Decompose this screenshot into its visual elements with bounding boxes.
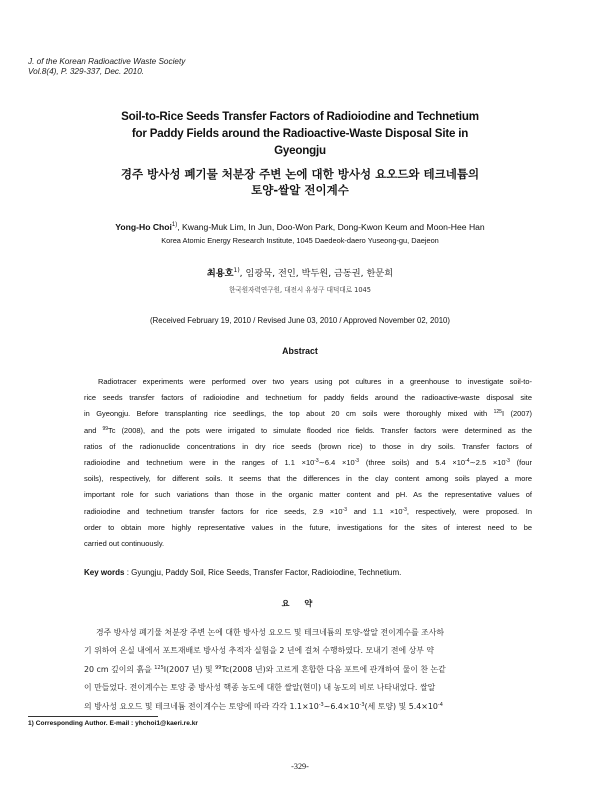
authors-english	[20, 220, 580, 233]
title-line: for Paddy Fields around the Radioactive-Waste Disposal Site in	[131, 127, 469, 140]
title-line: Soil-to-Rice Seeds Transfer Factors of Radioiodine and Technetium	[121, 110, 479, 123]
abstract-line: in Gyeongju. Before transplanting rice seedlings, the top about 20 cm soils were thoroughly mixed with $^{125}$I (2007)	[84, 409, 532, 419]
korean-abstract-line: 의 방사성 요오드 및 테크네튬 전이계수는 토양에 따라 각각 $1.1\times 10^{-3}\sim 6.4\times 10^{-3}$(세 토양) 및 $5.4\times 10^{-4}$	[84, 701, 443, 711]
abstract-line: radioiodine and technetium were in the ranges of $1.1 \times 10^{-3}\sim 6.4 \times 10^{-3}$ (three soils) and $5.4 \times 10^{-4}\sim 2.5 \times 10^{-3}$ (four	[84, 458, 532, 468]
journal-citation	[28, 57, 185, 77]
affiliation-english: Korea Atomic Energy Research Institute, 1045 Daedeok-daero Yuseong-gu, Daejeon	[161, 236, 439, 245]
lead-author: 최용호	[206, 268, 234, 279]
korean-abstract-line: 20 cm 깊이의 흙을 $^{125}$I(2007 년) 및 $^{99}$Tc(2008 년)와 고르게 혼합한 다음 포트에 관개하여 물이 찬 논같	[84, 664, 446, 674]
author-footnote-mark: 1)	[233, 266, 240, 274]
korean-abstract-line: 기 위하여 온실 내에서 포트재배로 방사성 추적자 실험을 2 년에 걸쳐 수행하였다. 모내기 전에 상부 약	[84, 646, 435, 656]
abstract-line: soils), respectively, for different soils. It seems that the differences in the clay content among soils played a more	[84, 474, 532, 484]
footnote-divider	[28, 716, 158, 717]
affiliation-korean: 한국원자력연구원, 대전시 유성구 대덕대로 1045	[229, 286, 371, 294]
title-line: 경주 방사성 폐기물 처분장 주변 논에 대한 방사성 요오드와 테크네튬의	[120, 167, 480, 181]
coauthors: , 임광묵, 전인, 박두원, 금동권, 한문희	[239, 268, 394, 279]
journal-volume: Vol.8(4), P. 329-337, Dec. 2010.	[28, 67, 145, 76]
korean-abstract-line: 이 만들었다. 전이계수는 토양 중 방사성 핵종 농도에 대한 쌀알(현미) 내 농도의 비로 나타내었다. 쌀알	[84, 683, 436, 693]
abstract-line: important role for such variations than those in the organic matter content and pH. As the representative values of	[84, 490, 532, 500]
received-dates: (Received February 19, 2010 / Revised June 03, 2010 / Approved November 02, 2010)	[150, 316, 450, 325]
lead-author: Yong-Ho Choi	[115, 221, 172, 232]
korean-abstract-heading: 요 약	[281, 598, 319, 608]
coauthors: , Kwang-Muk Lim, In Jun, Doo-Won Park, Dong-Kwon Keum and Moon-Hee Han	[177, 221, 485, 232]
korean-abstract-body	[84, 624, 524, 716]
title-line: Gyeongju	[274, 144, 326, 157]
keywords: Key words : Gyungju, Paddy Soil, Rice Seeds, Transfer Factor, Radioiodine, Technetium.	[84, 568, 402, 577]
paper-title-korean	[40, 166, 560, 198]
title-line: 토양-쌀알 전이계수	[251, 183, 349, 197]
corresponding-author-footnote: 1) Corresponding Author. E-mail : yhchoi1@kaeri.re.kr	[28, 720, 198, 727]
abstract-body	[84, 374, 532, 552]
authors-korean	[20, 265, 580, 279]
author-email: yhchoi1@kaeri.re.kr	[135, 720, 198, 727]
keywords-list: Gyungju, Paddy Soil, Rice Seeds, Transfer Factor, Radioiodine, Technetium.	[131, 568, 402, 577]
abstract-line: radioiodine and technetium transfer factors for rice seeds, $2.9 \times 10^{-3}$ and $1.1 \times 10^{-3}$, respectively, were proposed. In	[84, 506, 532, 516]
keywords-label: Key words	[84, 568, 125, 577]
abstract-line: ratios of the radionuclide concentrations in dry rice seeds (brown rice) to those in dry soils. Transfer factors of	[84, 441, 532, 451]
paper-title-english	[40, 108, 560, 159]
abstract-heading: Abstract	[282, 346, 318, 356]
abstract-line: carried out continuously.	[84, 539, 165, 549]
author-footnote-mark: 1)	[171, 222, 178, 228]
abstract-line: rice seeds transfer factors of radioiodine and technetium for paddy fields around the radioactive-waste disposal site	[84, 393, 532, 403]
abstract-line: order to obtain more highly representative values in the future, investigations for the sites of interest need to be	[84, 522, 532, 532]
page-number: -329-	[291, 762, 309, 771]
korean-abstract-line: 경주 방사성 폐기물 처분장 주변 논에 대한 방사성 요오드 및 테크네튬의 토양-쌀알 전이계수를 조사하	[96, 628, 444, 637]
journal-name: J. of the Korean Radioactive Waste Society	[28, 57, 186, 66]
abstract-line: and $^{99}$Tc (2008), and the pots were irrigated to simulate flooded rice fields. Transfer factors were determined as the	[84, 425, 532, 435]
abstract-line: Radiotracer experiments were performed over two years using pot cultures in a greenhouse to investigate soil-to-	[98, 377, 532, 386]
